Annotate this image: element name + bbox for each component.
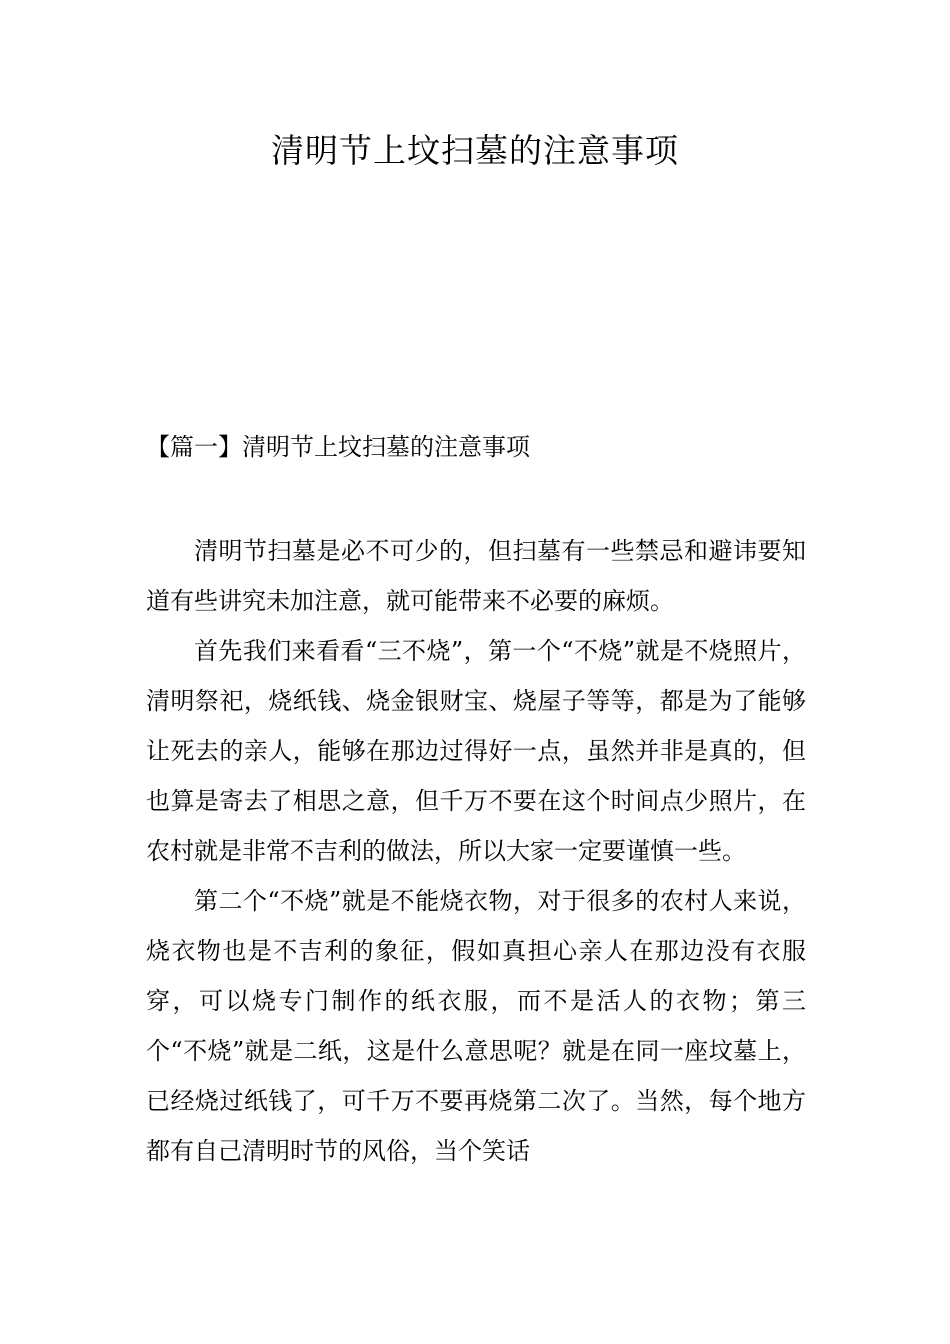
document-title: 清明节上坟扫墓的注意事项 <box>271 131 679 170</box>
paragraph: 清明节扫墓是必不可少的，但扫墓有一些禁忌和避讳要知道有些讲究未加注意，就可能带来不必要的麻烦。 <box>146 537 806 615</box>
paragraph: 第二个“不烧”就是不能烧衣物，对于很多的农村人来说，烧衣物也是不吉利的象征，假如真担心亲人在那边没有衣服穿，可以烧专门制作的纸衣服，而不是活人的衣物；第三个“不烧”就是二纸，这是什么意思呢？就是在同一座坟墓上，已经烧过纸钱了，可千万不要再烧第二次了。当然，每个地方都有自己清明时节的风俗，当个笑话 <box>146 887 806 1165</box>
section-heading: 【篇一】清明节上坟扫墓的注意事项 <box>146 433 530 461</box>
paragraph: 首先我们来看看“三不烧”，第一个“不烧”就是不烧照片，清明祭祀，烧纸钱、烧金银财宝、烧屋子等等，都是为了能够让死去的亲人，能够在那边过得好一点，虽然并非是真的，但也算是寄去了相思之意，但千万不要在这个时间点少照片，在农村就是非常不吉利的做法，所以大家一定要谨慎一些。 <box>146 637 806 865</box>
body-text <box>146 526 806 1176</box>
